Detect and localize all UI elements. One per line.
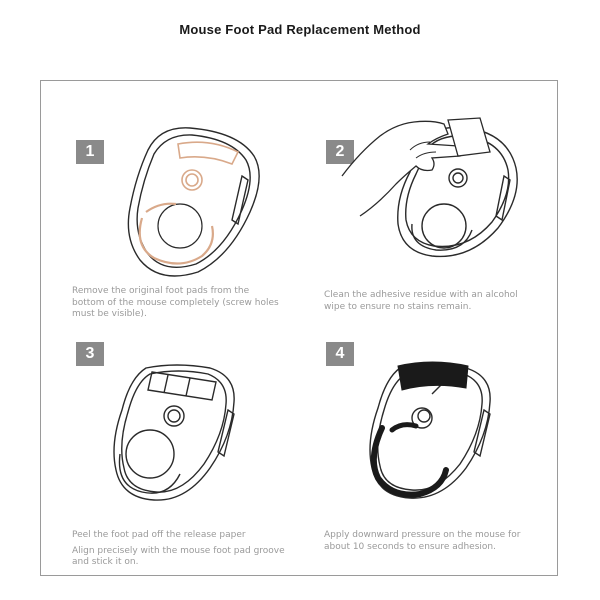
- step-2-text: Clean the adhesive residue with an alcohol wipe to ensure no stains remain.: [324, 290, 518, 312]
- step-1-mouse-illustration: [120, 120, 270, 280]
- step-4-mouse-illustration: [362, 354, 502, 504]
- step-3-text: [72, 530, 292, 573]
- step-4-text: Apply downward pressure on the mouse for about 10 seconds to ensure adhesion.: [324, 530, 521, 552]
- step-3-text-peel: Peel the foot pad off the release paper: [72, 530, 246, 540]
- step-3-badge: 3: [76, 342, 104, 366]
- step-3-mouse-illustration: [106, 358, 246, 508]
- step-4-badge: 4: [326, 342, 354, 366]
- page-title: Mouse Foot Pad Replacement Method: [179, 22, 421, 37]
- step-3-text-align: Align precisely with the mouse foot pad groove and stick it on.: [72, 545, 285, 567]
- step-2-cleaning-illustration: [340, 112, 530, 262]
- step-2-badge: 2: [326, 140, 354, 164]
- step-1-badge: 1: [76, 140, 104, 164]
- step-1-text: Remove the original foot pads from the bottom of the mouse completely (screw holes must be visible).: [72, 286, 279, 319]
